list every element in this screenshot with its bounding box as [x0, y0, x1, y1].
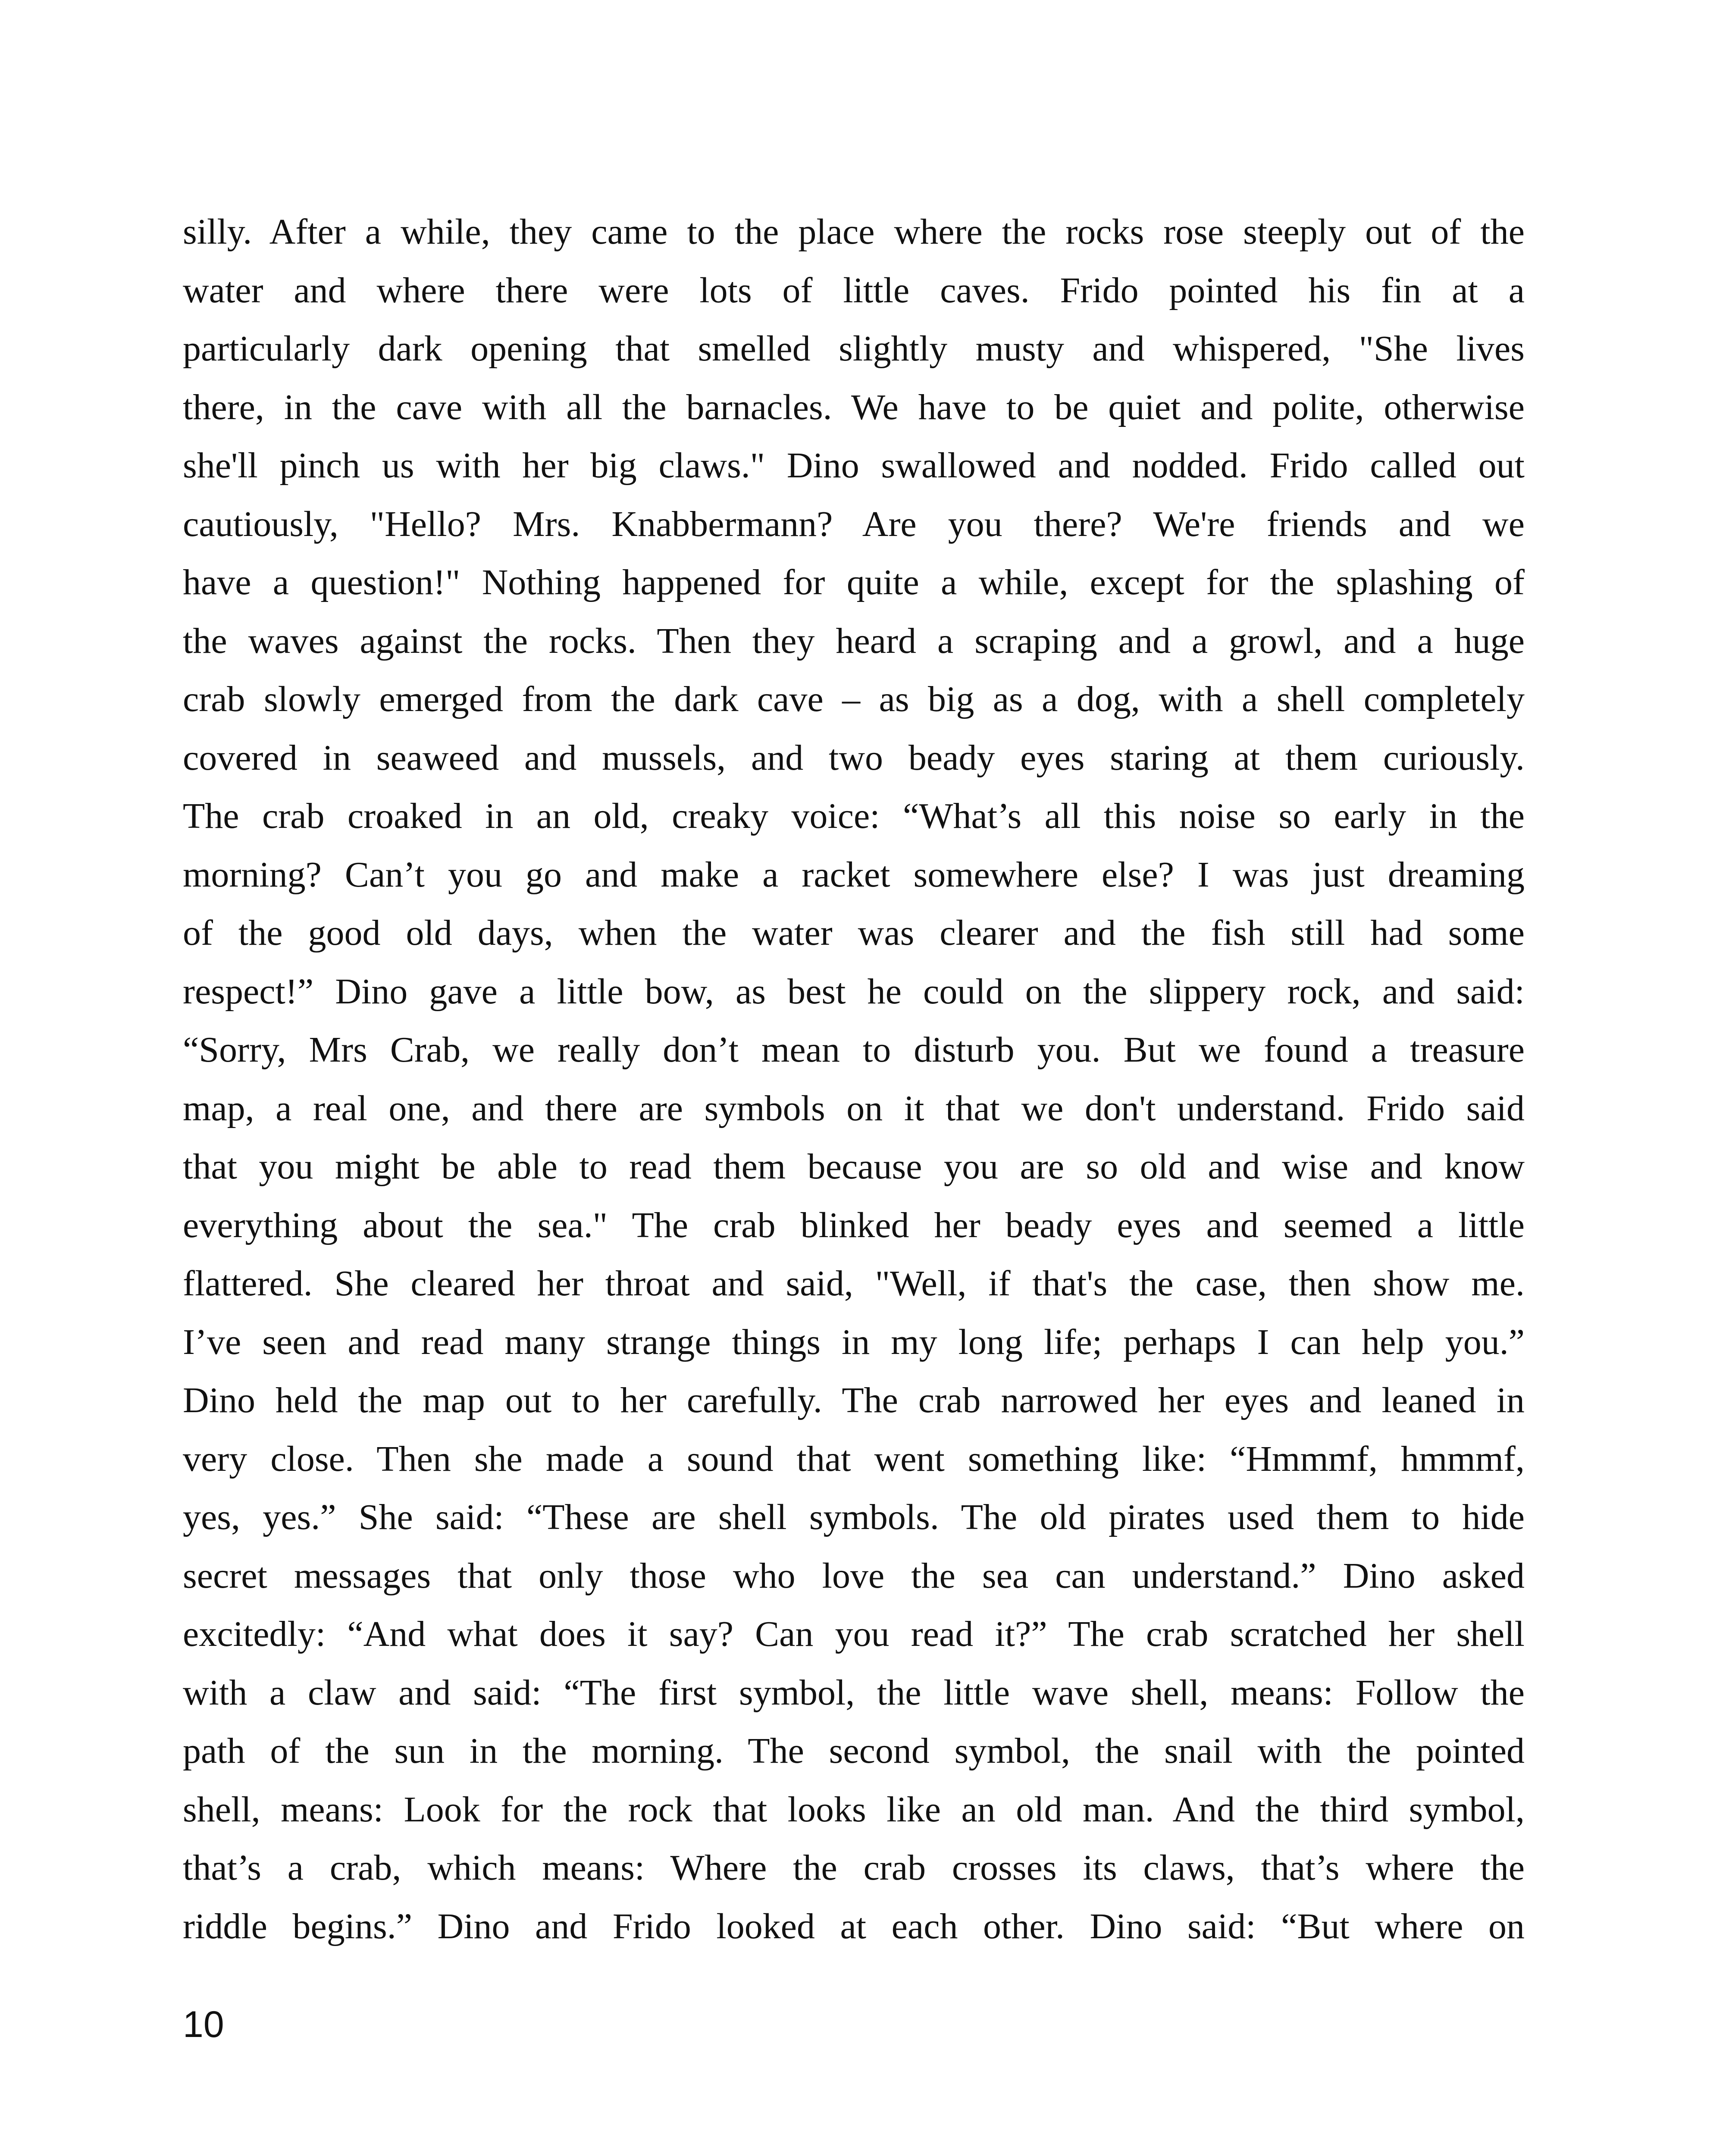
body-text	[183, 203, 1525, 1955]
text-line: morning? Can’t you go and make a racket somewhere else? I was just dreaming	[183, 854, 1525, 895]
text-line: I’ve seen and read many strange things in my long life; perhaps I can help you.”	[183, 1322, 1525, 1362]
text-line: “Sorry, Mrs Crab, we really don’t mean to disturb you. But we found a treasure	[183, 1030, 1525, 1070]
text-line: cautiously, "Hello? Mrs. Knabbermann? Are you there? We're friends and we	[183, 504, 1525, 544]
text-line: path of the sun in the morning. The second symbol, the snail with the pointed	[183, 1731, 1525, 1771]
text-line: water and where there were lots of little caves. Frido pointed his fin at a	[183, 270, 1525, 310]
text-line: shell, means: Look for the rock that looks like an old man. And the third symbol,	[183, 1789, 1525, 1830]
text-line: respect!” Dino gave a little bow, as best he could on the slippery rock, and said:	[183, 971, 1525, 1012]
text-line: there, in the cave with all the barnacles. We have to be quiet and polite, otherwise	[183, 387, 1525, 427]
text-line: of the good old days, when the water was clearer and the fish still had some	[183, 913, 1525, 953]
text-line: riddle begins.” Dino and Frido looked at each other. Dino said: “But where on	[183, 1906, 1525, 1946]
text-line: The crab croaked in an old, creaky voice: “What’s all this noise so early in the	[183, 796, 1525, 836]
page-number: 10	[183, 2004, 224, 2045]
text-line: everything about the sea." The crab blinked her beady eyes and seemed a little	[183, 1205, 1525, 1245]
text-line: yes, yes.” She said: “These are shell symbols. The old pirates used them to hide	[183, 1497, 1525, 1537]
text-line: silly. After a while, they came to the place where the rocks rose steeply out of the	[183, 212, 1525, 252]
text-line: map, a real one, and there are symbols on it that we don't understand. Frido said	[183, 1088, 1525, 1128]
text-line: that’s a crab, which means: Where the crab crosses its claws, that’s where the	[183, 1848, 1525, 1888]
text-line: have a question!" Nothing happened for quite a while, except for the splashing of	[183, 562, 1525, 602]
text-line: secret messages that only those who love the sea can understand.” Dino asked	[183, 1555, 1525, 1596]
text-line: Dino held the map out to her carefully. The crab narrowed her eyes and leaned in	[183, 1380, 1525, 1420]
text-line: she'll pinch us with her big claws." Dino swallowed and nodded. Frido called out	[183, 445, 1525, 486]
text-line: covered in seaweed and mussels, and two beady eyes staring at them curiously.	[183, 737, 1525, 778]
text-line: flattered. She cleared her throat and said, "Well, if that's the case, then show me.	[183, 1263, 1525, 1304]
text-line: with a claw and said: “The first symbol, the little wave shell, means: Follow the	[183, 1672, 1525, 1713]
text-line: excitedly: “And what does it say? Can you read it?” The crab scratched her shell	[183, 1614, 1525, 1654]
text-line: crab slowly emerged from the dark cave – as big as a dog, with a shell completely	[183, 679, 1525, 719]
text-line: the waves against the rocks. Then they heard a scraping and a growl, and a huge	[183, 620, 1525, 661]
text-line: that you might be able to read them because you are so old and wise and know	[183, 1147, 1525, 1187]
text-line: particularly dark opening that smelled slightly musty and whispered, "She lives	[183, 329, 1525, 369]
text-line: very close. Then she made a sound that went something like: “Hmmmf, hmmmf,	[183, 1438, 1525, 1479]
